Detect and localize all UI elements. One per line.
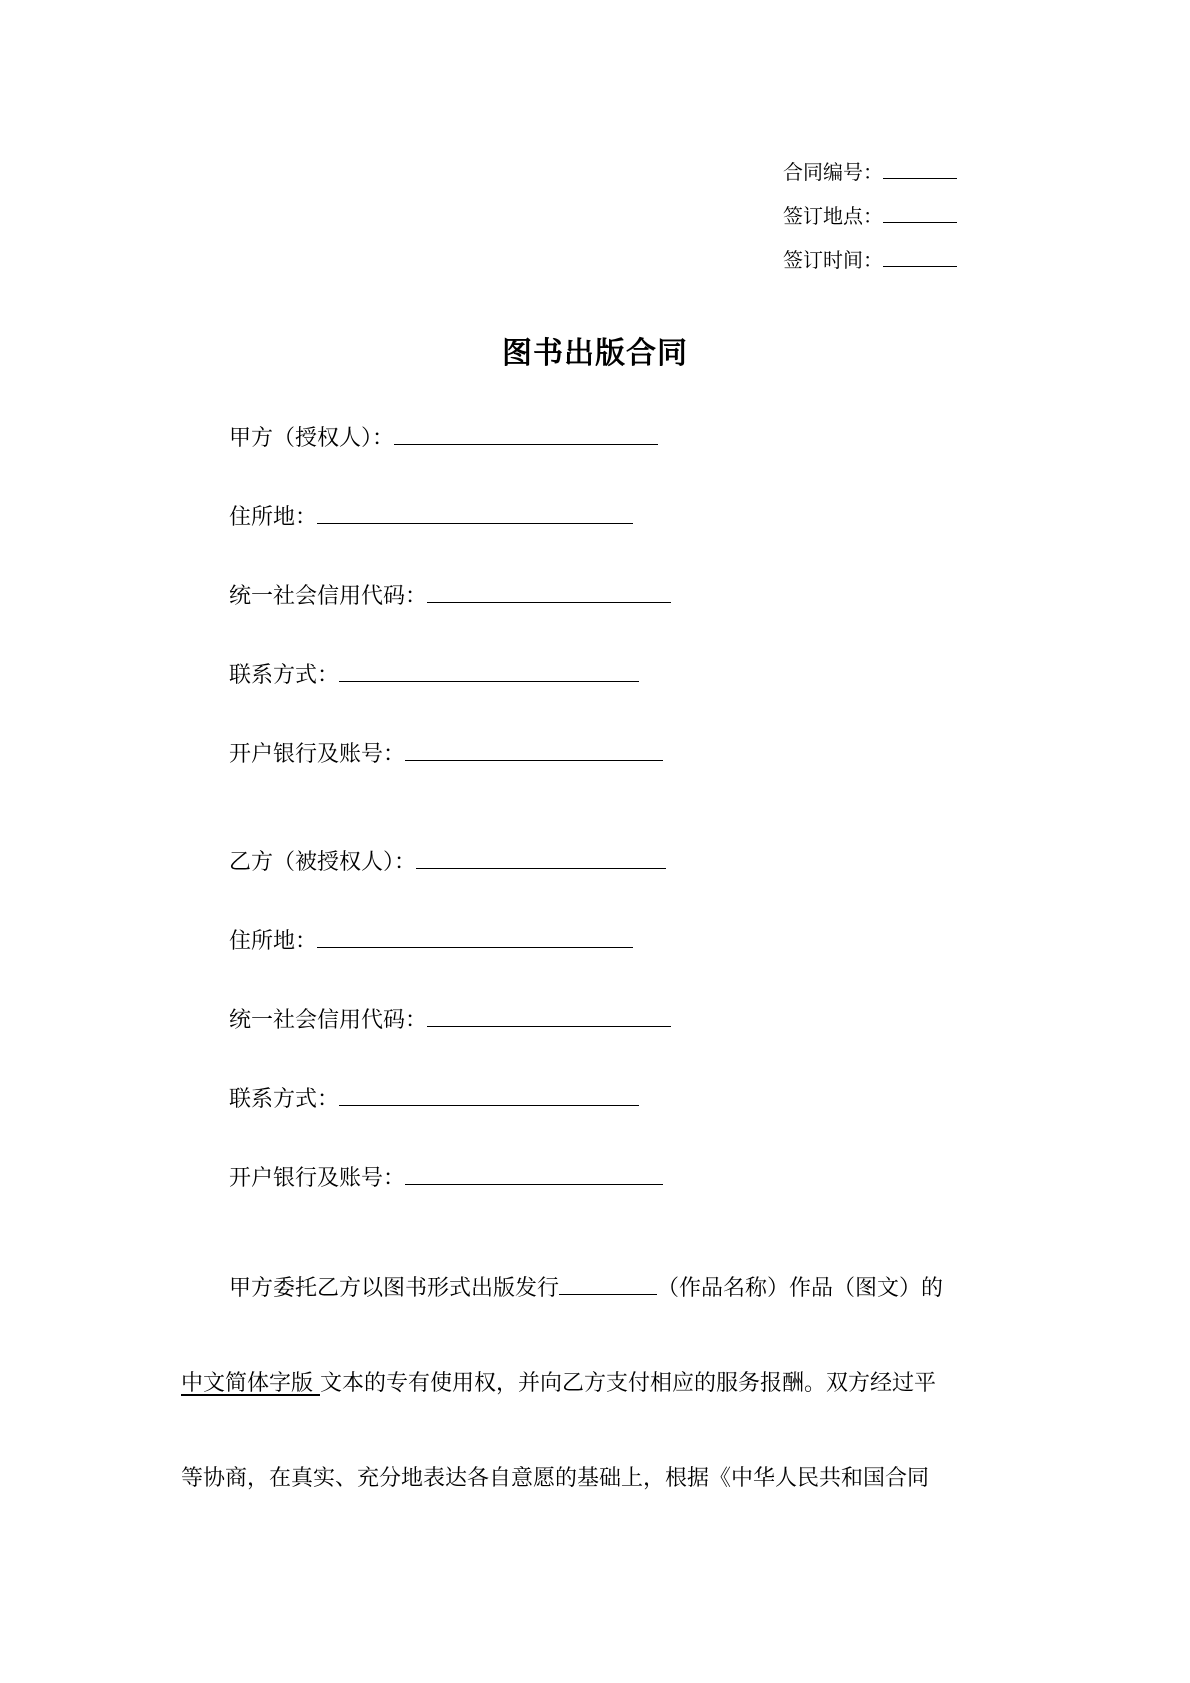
work-name-blank[interactable] (559, 1276, 657, 1295)
signing-place-row (783, 202, 957, 230)
party-a-heading: 甲方（授权人）： (229, 426, 395, 451)
party-b-contact-label: 联系方式： (229, 1087, 340, 1112)
party-a-contact-row (229, 661, 639, 691)
party-a-credit-code-label: 统一社会信用代码： (229, 584, 428, 609)
preamble-line-2 (181, 1369, 1017, 1399)
party-a-credit-code-row (229, 582, 671, 612)
party-b-address-label: 住所地： (229, 929, 318, 954)
signing-time-label: 签订时间： (783, 248, 883, 272)
signing-time-blank[interactable] (883, 248, 957, 267)
signing-place-blank[interactable] (883, 204, 957, 223)
party-b-bank-label: 开户银行及账号： (229, 1166, 406, 1191)
signing-time-row (783, 246, 957, 274)
party-a-address-blank[interactable] (317, 505, 633, 524)
party-a-contact-label: 联系方式： (229, 663, 340, 688)
party-b-bank-blank[interactable] (405, 1166, 663, 1185)
contract-number-row (783, 158, 957, 186)
preamble-text: 甲方委托乙方以图书形式出版发行 (229, 1276, 560, 1301)
party-b-name-blank[interactable] (416, 850, 666, 869)
party-a-bank-row (229, 740, 663, 770)
party-b-credit-code-blank[interactable] (427, 1008, 671, 1027)
party-a-credit-code-blank[interactable] (427, 584, 671, 603)
party-a-bank-blank[interactable] (405, 742, 663, 761)
party-a-name-blank[interactable] (394, 426, 658, 445)
party-b-address-row (229, 927, 633, 957)
party-a-address-row (229, 503, 633, 533)
party-b-credit-code-label: 统一社会信用代码： (229, 1008, 428, 1033)
signing-place-label: 签订地点： (783, 204, 883, 228)
party-b-heading: 乙方（被授权人）： (229, 850, 417, 875)
party-a-name-row (229, 424, 658, 454)
party-b-contact-row (229, 1085, 639, 1115)
contract-number-blank[interactable] (883, 160, 957, 179)
preamble-text: 文本的专有使用权，并向乙方支付相应的服务报酬。双方经过平 (320, 1371, 937, 1396)
party-b-address-blank[interactable] (317, 929, 633, 948)
preamble-text: （作品名称）作品（图文）的 (657, 1276, 944, 1301)
party-a-bank-label: 开户银行及账号： (229, 742, 406, 767)
edition-type-underlined: 中文简体字版 (181, 1371, 320, 1396)
party-b-name-row (229, 848, 666, 878)
party-b-bank-row (229, 1164, 663, 1194)
preamble-text: 等协商，在真实、充分地表达各自意愿的基础上，根据《中华人民共和国合同 (181, 1466, 930, 1491)
party-a-contact-blank[interactable] (339, 663, 639, 682)
contract-number-label: 合同编号： (783, 160, 883, 184)
party-b-contact-blank[interactable] (339, 1087, 639, 1106)
preamble-line-1 (181, 1274, 1017, 1304)
document-title: 图书出版合同 (502, 336, 688, 371)
party-a-address-label: 住所地： (229, 505, 318, 530)
party-b-credit-code-row (229, 1006, 671, 1036)
preamble-line-3 (181, 1464, 1017, 1494)
